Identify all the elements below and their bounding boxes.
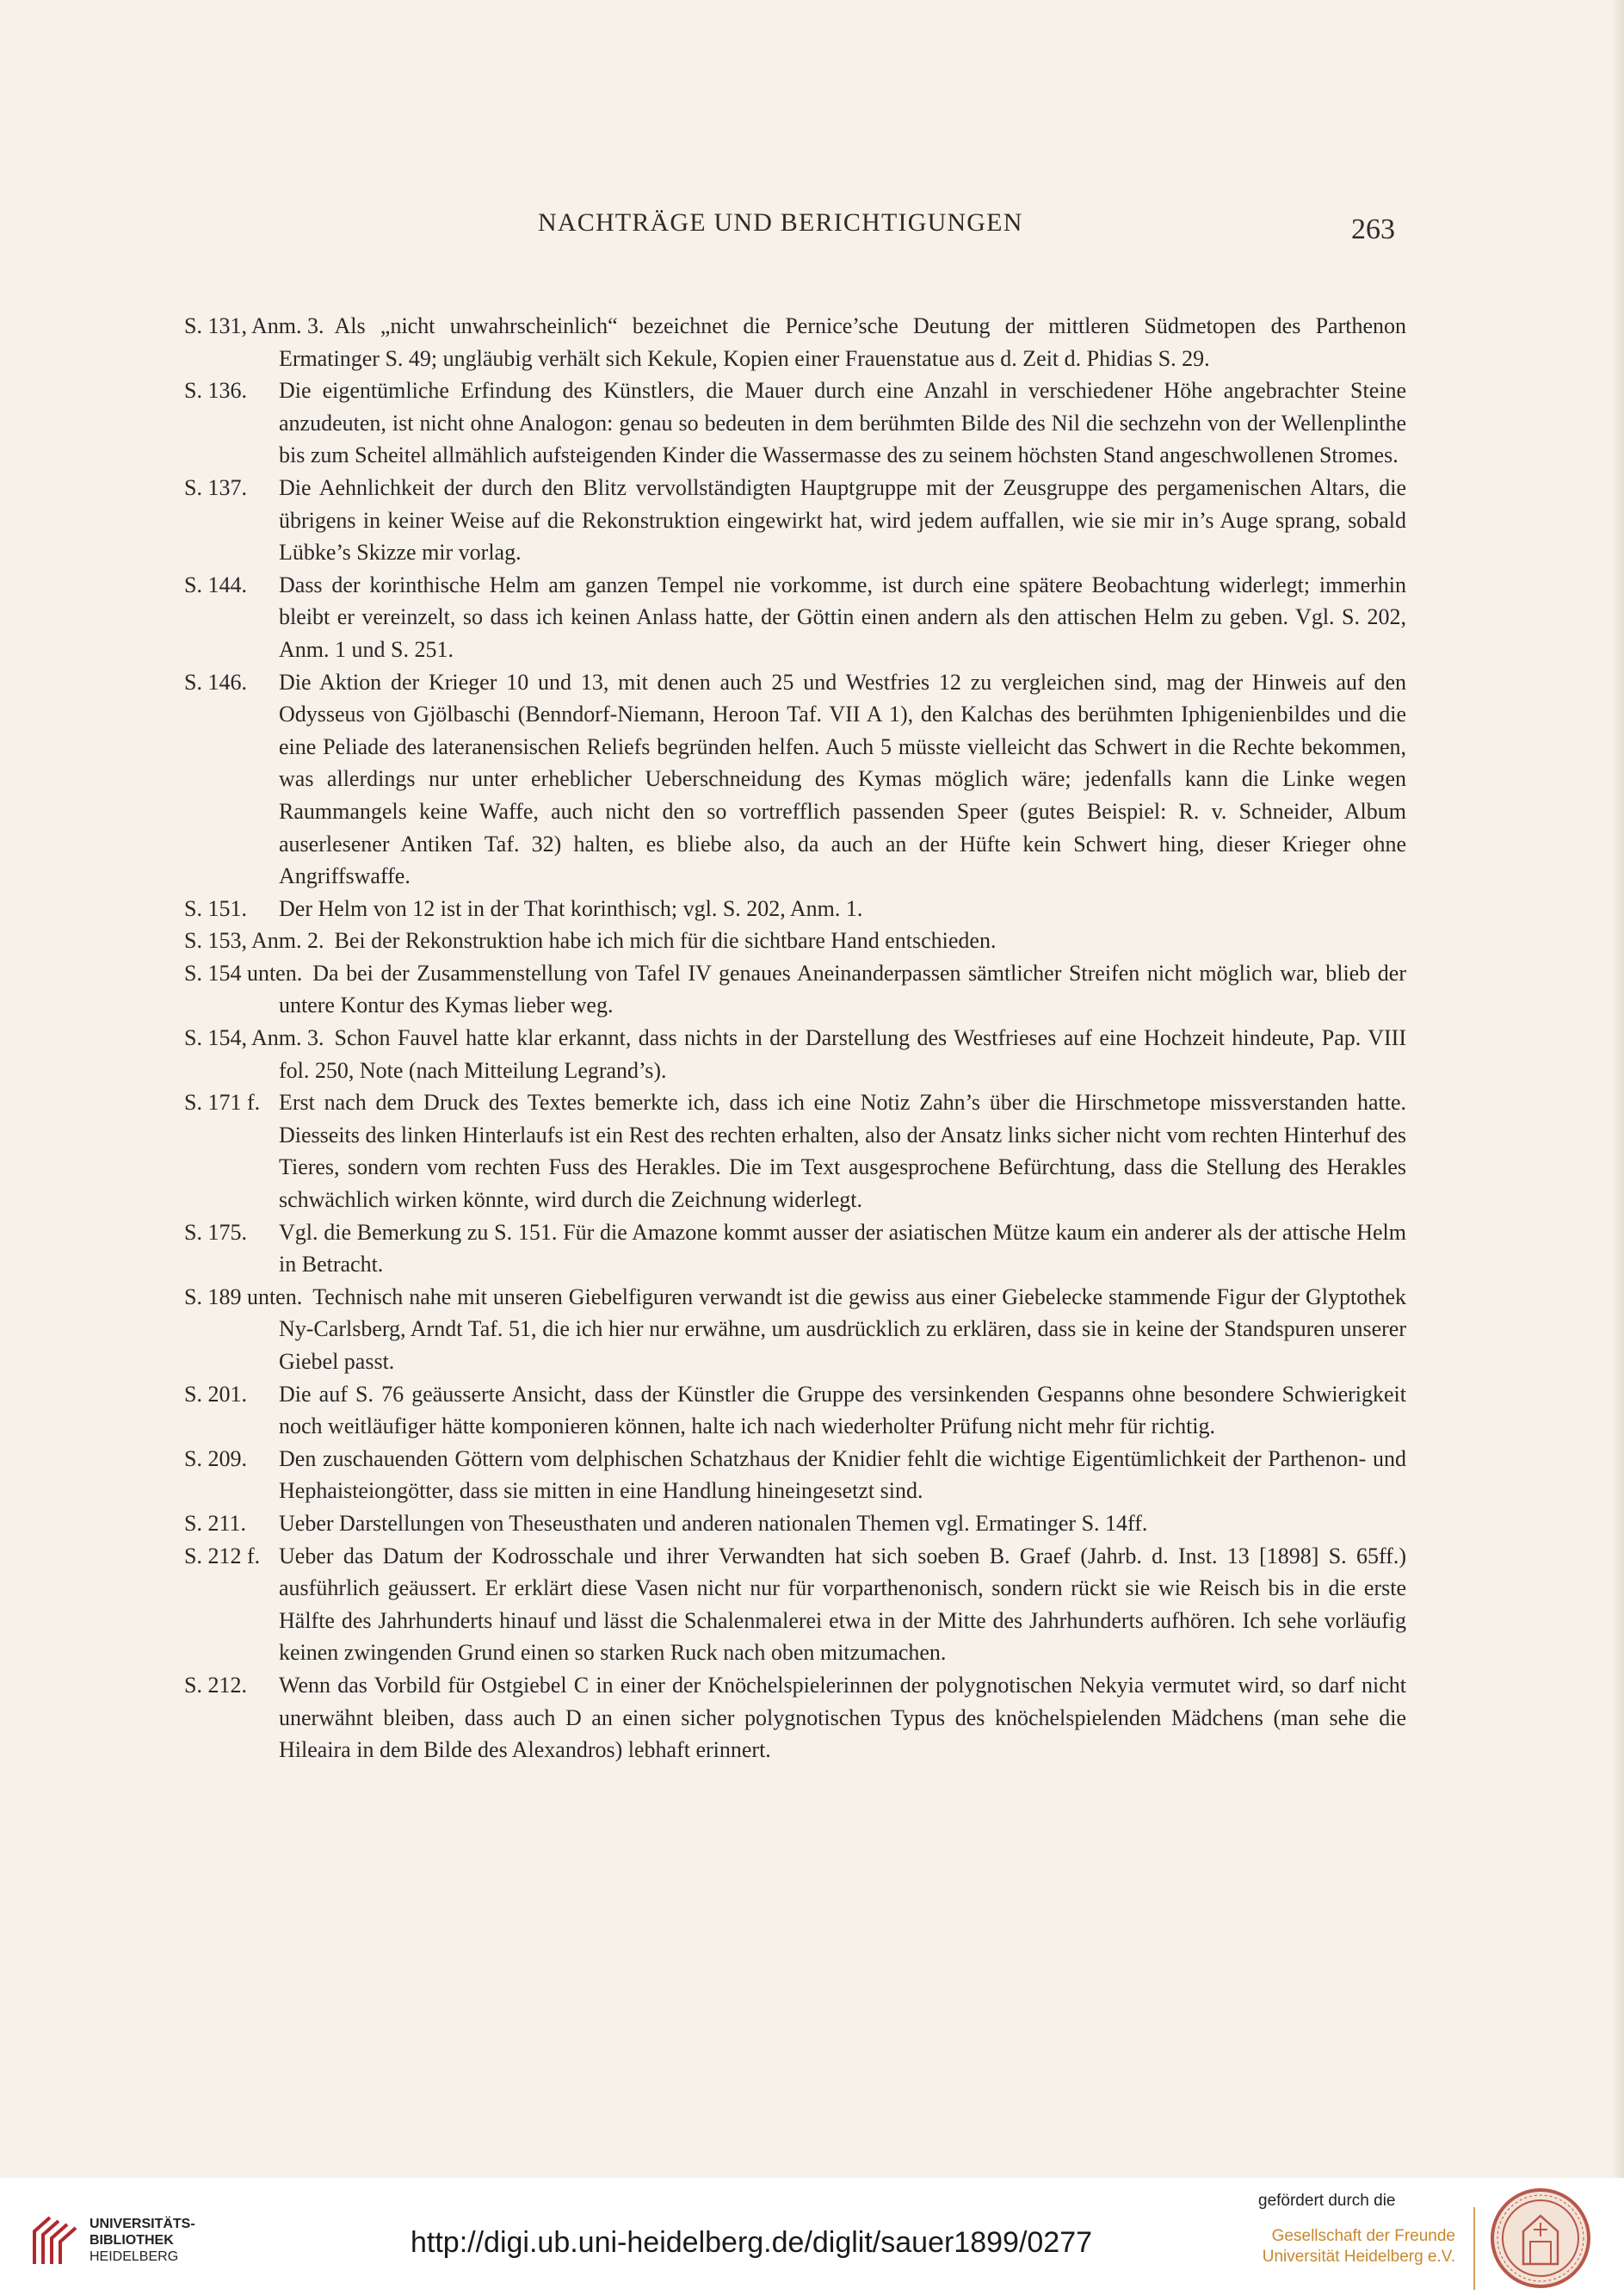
addendum-entry [184,1281,1406,1378]
footer-divider [1473,2207,1475,2290]
addendum-entry [184,1669,1406,1766]
addendum-text: Wenn das Vorbild für Ostgiebel C in einer der Knöchelspielerinnen der polygnotischen Nekyia vermutet wird, so darf nicht unerwähnt bleiben, dass auch D an einen sicher polygnotischen Typus des knöchelspielenden Mädchens (man sehe die Hileaira in dem Bilde des Alexandros) lebhaft erinnert. [279,1672,1406,1763]
digitization-footer [0,2178,1624,2295]
addendum-entry [184,1378,1406,1443]
running-title: NACHTRÄGE UND BERICHTIGUNGEN [538,208,1023,237]
page-reference: S. 131, Anm. 3. [184,313,324,338]
addendum-text: Schon Fauvel hatte klar erkannt, dass nichts in der Darstellung des Westfrieses auf eine Hochzeit hindeute, Pap. VIII fol. 250, Note (nach Mitteilung Legrand’s). [279,1025,1406,1083]
page-header [0,208,1624,251]
addendum-text: Als „nicht unwahrscheinlich“ bezeichnet die Pernice’sche Deutung der mittleren Südmetopen des Parthenon Ermatinger S. 49; ungläubig verhält sich Kekule, Kopien einer Frauenstatue aus d. Zeit d. Phidias S. 29. [279,313,1406,371]
addendum-entry [184,1443,1406,1507]
addendum-entry [184,472,1406,569]
addendum-text: Der Helm von 12 ist in der That korinthisch; vgl. S. 202, Anm. 1. [279,895,863,921]
addendum-text: Erst nach dem Druck des Textes bemerkte ich, dass ich eine Notiz Zahn’s über die Hirschmetope missverstanden hatte. Diesseits des linken Hinterlaufs ist ein Rest des rechten erhalten, also der Ansatz links sicher nicht vom rechten Hinterhuf des Tieres, sondern vom rechten Fuss des Herakles. Die im Text ausgesprochene Befürchtung, dass die Stellung des Herakles schwächlich wirken könnte, wird durch die Zeichnung widerlegt. [279,1090,1406,1213]
addendum-text: Technisch nahe mit unseren Giebelfiguren verwandt ist die gewiss aus einer Giebelecke stammende Figur der Glyptothek Ny-Carlsberg, Arndt Taf. 51, die ich hier nur erwähne, um ausdrücklich zu erklären, dass sie in keine der Standspuren unserer Giebel passt. [279,1284,1406,1374]
page-reference: S. 137. [184,474,247,500]
page-reference: S. 151. [184,895,247,921]
university-library-logo-icon [29,2212,81,2269]
addendum-entry [184,569,1406,666]
addendum-text: Die Aktion der Krieger 10 und 13, mit denen auch 25 und Westfries 12 zu vergleichen sind, mag der Hinweis auf den Odysseus von Gjölbaschi (Benndorf-Niemann, Heroon Taf. VII A 1), den Kalchas des berühmten Iphigenienbildes und die eine Peliade des lateranensischen Reliefs begründen helfen. Auch 5 müsste vielleicht das Schwert in die Rechte bekommen, was allerdings nur unter erheblicher Ueberschneidung des Kymas möglich wäre; jedenfalls kann die Linke wegen Raummangels keine Waffe, auch nicht den so vortrefflich passenden Speer (gutes Beispiel: R. v. Schneider, Album auserlesener Antiken Taf. 32) halten, es bliebe also, da auch an der Hüfte kein Schwert hing, dieser Krieger ohne Angriffswaffe. [279,669,1406,889]
page-reference: S. 212. [184,1672,247,1698]
addendum-entry [184,925,1406,957]
page-reference: S. 209. [184,1445,247,1471]
page-edge-shadow [1612,0,1624,2178]
addendum-entry [184,957,1406,1022]
page-reference: S. 211. [184,1510,246,1536]
addendum-entry [184,1216,1406,1281]
university-seal-icon [1489,2187,1592,2290]
society-name-line1: Gesellschaft der Freunde [1271,2227,1455,2245]
addendum-text: Die Aehnlichkeit der durch den Blitz vervollständigten Hauptgruppe mit der Zeusgruppe des pergamenischen Altars, die übrigens in keiner Weise auf die Rekonstruktion eingewirkt hat, wird jedem auffallen, wie sie mir in’s Auge sprang, sobald Lübke’s Skizze mir vorlag. [279,474,1406,566]
addendum-entry [184,1086,1406,1216]
addendum-text: Die eigentümliche Erfindung des Künstlers, die Mauer durch eine Anzahl in verschiedener Höhe angebrachter Steine anzudeuten, ist nicht ohne Analogon: genau so bedeuten in dem berühmten Bilde des Nil die sechzehn von der Wellenplinthe bis zum Scheitel allmählich aufsteigenden Kinder die Wassermasse des zu seinem höchsten Stand angeschwollenen Stromes. [279,378,1406,468]
page-reference: S. 212 f. [184,1543,261,1568]
page-reference: S. 136. [184,378,247,404]
addendum-text: Dass der korinthische Helm am ganzen Tempel nie vorkomme, ist durch eine spätere Beobachtung widerlegt; immerhin bleibt er vereinzelt, so dass ich keinen Anlass hatte, der Göttin einen andern als den attischen Helm zu geben. Vgl. S. 202, Anm. 1 und S. 251. [279,572,1406,662]
page-reference: S. 189 unten. [184,1284,303,1309]
addendum-text: Da bei der Zusammenstellung von Tafel IV genaues Aneinanderpassen sämtlicher Streifen nicht möglich war, blieb der untere Kontur des Kymas lieber weg. [279,960,1406,1018]
addendum-entry [184,893,1406,925]
addendum-text: Ueber das Datum der Kodrosschale und ihrer Verwandten hat sich soeben B. Graef (Jahrb. d. Inst. 13 [1898] S. 65ff.) ausführlich geäussert. Er erklärt diese Vasen nicht nur für vorparthenonisch, sondern rückt sie wie Reisch bis in die erste Hälfte des Jahrhunderts hinauf und lässt die Schalenmalerei etwa in der Mitte des Jahrhunderts aufhören. Ich sehe vorläufig keinen zwingenden Grund einen so starken Ruck nach oben mitzumachen. [279,1543,1406,1666]
addendum-entry [184,1507,1406,1540]
page-reference: S. 154 unten. [184,960,303,986]
page-reference: S. 154, Anm. 3. [184,1025,324,1051]
page-reference: S. 171 f. [184,1090,261,1116]
addendum-text: Bei der Rekonstruktion habe ich mich für die sichtbare Hand entschieden. [334,928,997,954]
addendum-entry [184,1540,1406,1669]
page-reference: S. 153, Anm. 2. [184,928,324,954]
addenda-list [184,310,1406,1766]
addendum-entry [184,1022,1406,1086]
page-reference: S. 201. [184,1381,247,1407]
library-name [90,2216,195,2265]
page-reference: S. 175. [184,1219,247,1245]
addendum-text: Ueber Darstellungen von Theseusthaten und anderen nationalen Themen vgl. Ermatinger S. 14ff. [279,1510,1148,1536]
addendum-text: Vgl. die Bemerkung zu S. 151. Für die Amazone kommt ausser der asiatischen Mütze kaum ein anderer als der attische Helm in Betracht. [279,1219,1406,1277]
library-name-line2: BIBLIOTHEK [90,2233,174,2248]
addendum-text: Den zuschauenden Göttern vom delphischen Schatzhaus der Knidier fehlt die wichtige Eigentümlichkeit der Parthenon- und Hephaisteiongötter, dass sie mitten in eine Handlung hineingesetzt sind. [279,1445,1406,1504]
funded-by-label: gefördert durch die [1258,2192,1396,2210]
page-reference: S. 146. [184,669,247,695]
page-reference: S. 144. [184,572,247,597]
society-name [1262,2226,1455,2267]
library-name-line1: UNIVERSITÄTS- [90,2217,195,2231]
addendum-entry [184,310,1406,374]
addendum-entry [184,666,1406,893]
page-number: 263 [1351,213,1395,245]
permalink-url[interactable]: http://digi.ub.uni-heidelberg.de/diglit/sauer1899/0277 [411,2226,1093,2259]
addendum-text: Die auf S. 76 geäusserte Ansicht, dass der Künstler die Gruppe des versinkenden Gespanns ohne besondere Schwierigkeit noch weitläufiger hätte komponieren können, halte ich nach wiederholter Prüfung nicht mehr für richtig. [279,1381,1406,1439]
addendum-entry [184,374,1406,472]
society-name-line2: Universität Heidelberg e.V. [1262,2248,1455,2266]
library-name-line3: HEIDELBERG [90,2249,179,2264]
